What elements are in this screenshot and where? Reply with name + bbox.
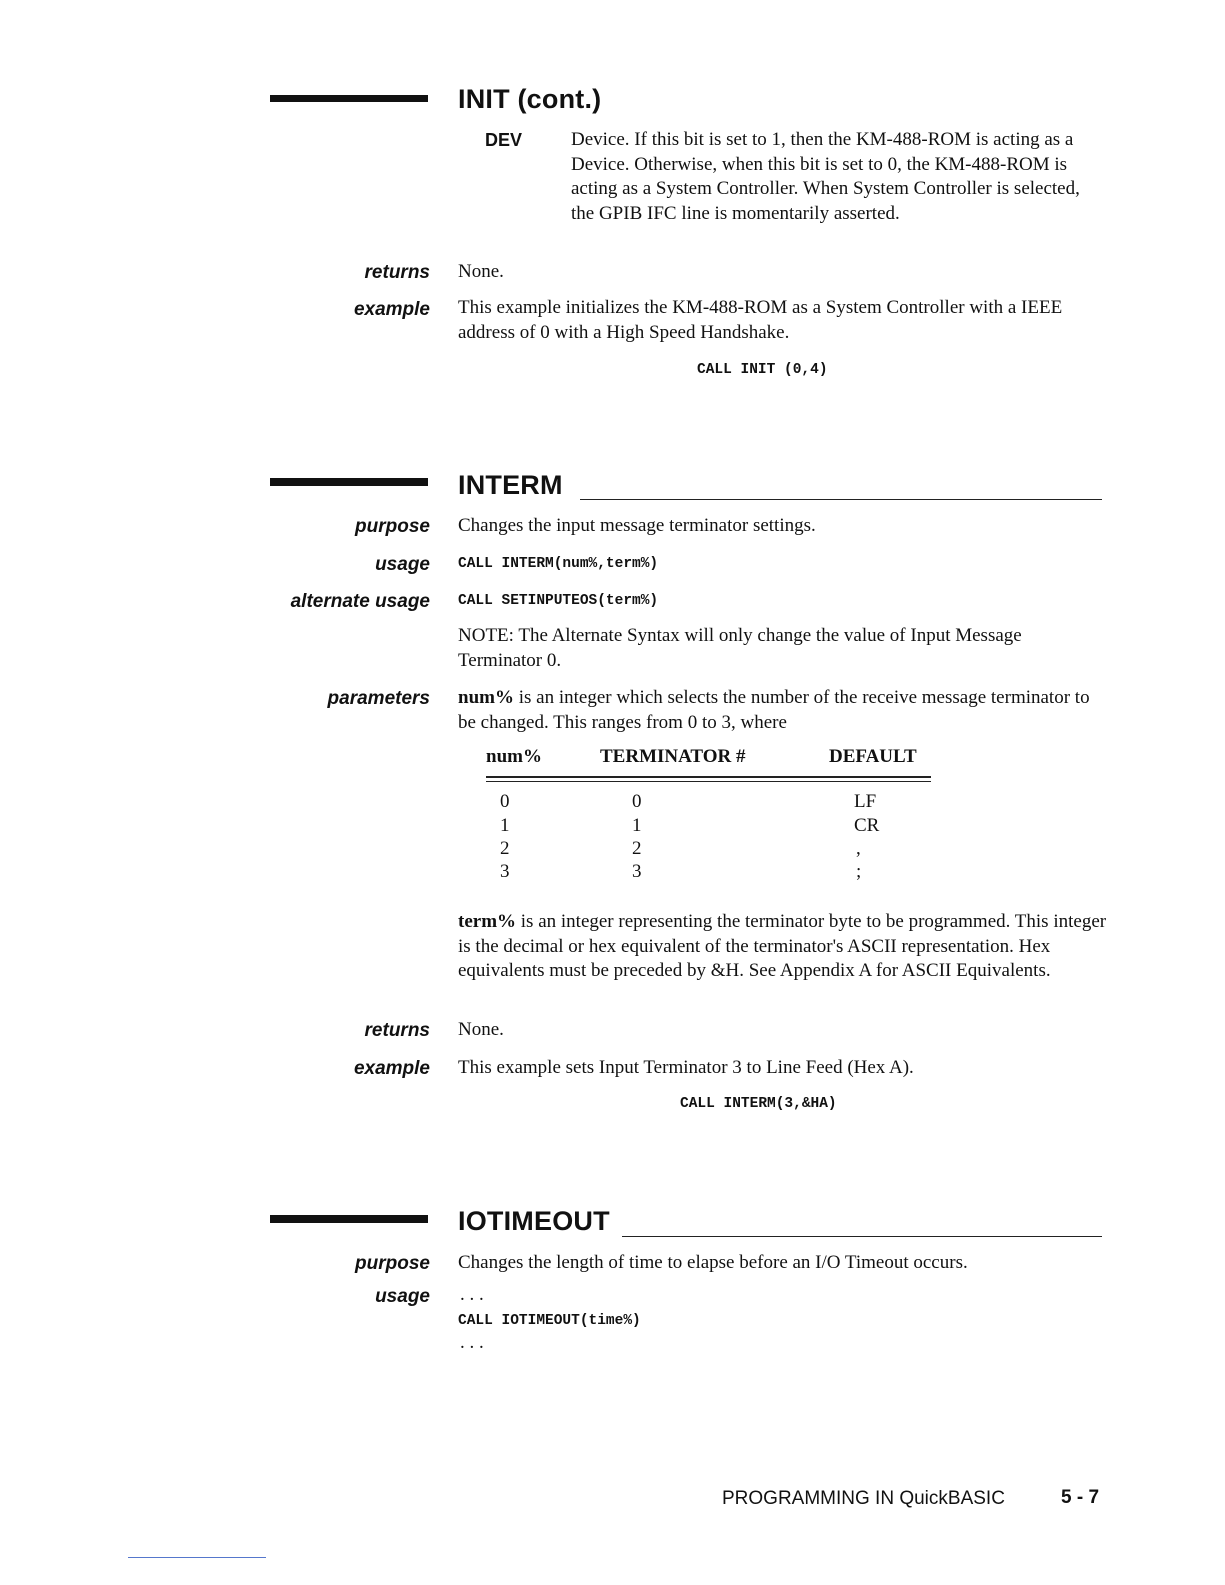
table-header-terminator: TERMINATOR # bbox=[600, 746, 746, 767]
table-cell: ; bbox=[856, 861, 862, 882]
table-header-rule bbox=[486, 781, 931, 782]
table-cell: LF bbox=[854, 791, 877, 812]
footer-page-number: 5 - 7 bbox=[1061, 1487, 1100, 1508]
table-cell: 0 bbox=[500, 791, 510, 812]
interm-usage-label: usage bbox=[375, 554, 430, 575]
iotimeout-usage-code: CALL IOTIMEOUT(time%) bbox=[458, 1313, 641, 1329]
interm-alt-usage-code: CALL SETINPUTEOS(term%) bbox=[458, 593, 659, 609]
table-cell: 2 bbox=[500, 838, 510, 859]
init-example-code: CALL INIT (0,4) bbox=[697, 362, 828, 378]
iotimeout-usage-label: usage bbox=[375, 1286, 430, 1307]
iotimeout-purpose-label: purpose bbox=[355, 1253, 430, 1274]
table-cell: CR bbox=[854, 815, 880, 836]
usage-ellipsis: . . . bbox=[460, 1332, 484, 1353]
table-cell: 1 bbox=[500, 815, 510, 836]
interm-alt-usage-label: alternate usage bbox=[290, 591, 430, 612]
table-cell: 1 bbox=[632, 815, 642, 836]
interm-purpose-text: Changes the input message terminator settings. bbox=[458, 515, 816, 536]
interm-parameters-label: parameters bbox=[327, 688, 430, 709]
section-marker-bar bbox=[270, 95, 428, 102]
footer-chapter-title: PROGRAMMING IN QuickBASIC bbox=[722, 1488, 1005, 1509]
table-cell: 0 bbox=[632, 791, 642, 812]
heading-rule bbox=[580, 499, 1102, 500]
init-example-text: This example initializes the KM-488-ROM as a System Controller with a IEEE address of 0 with a High Speed Handshake. bbox=[458, 297, 1063, 343]
init-returns-text: None. bbox=[458, 261, 504, 282]
num-param-text: is an integer which selects the number of the receive message terminator to be changed. This ranges from 0 to 3, where bbox=[458, 687, 1090, 733]
iotimeout-purpose-text: Changes the length of time to elapse before an I/O Timeout occurs. bbox=[458, 1252, 968, 1273]
dev-description: Device. If this bit is set to 1, then the KM-488-ROM is acting as a Device. Otherwise, when this bit is set to 0, the KM-488-ROM is acting as a System Controller. When System Controller is selected, the GPIB IFC line is momentarily asserted. bbox=[571, 129, 1080, 224]
term-param-description bbox=[458, 910, 1108, 984]
heading-rule bbox=[622, 1236, 1102, 1237]
iotimeout-heading: IOTIMEOUT bbox=[458, 1206, 610, 1236]
interm-example-code: CALL INTERM(3,&HA) bbox=[680, 1096, 837, 1112]
table-header-rule bbox=[486, 776, 931, 778]
term-param-name: term% bbox=[458, 911, 517, 932]
page-bottom-rule bbox=[128, 1557, 266, 1558]
section-marker-bar bbox=[270, 478, 428, 486]
table-cell: 3 bbox=[500, 861, 510, 882]
dev-label: DEV bbox=[485, 130, 523, 150]
table-cell: 2 bbox=[632, 838, 642, 859]
init-returns-label: returns bbox=[364, 262, 430, 283]
interm-purpose-label: purpose bbox=[355, 516, 430, 537]
table-header-num: num% bbox=[486, 746, 542, 767]
num-param-name: num% bbox=[458, 687, 514, 708]
num-param-description bbox=[458, 686, 1108, 735]
term-param-text: is an integer representing the terminator byte to be programmed. This integer is the decimal or hex equivalent of the terminator's ASCII representation. Hex equivalents must be preceded by &H. See Appendix A for ASCII Equivalents. bbox=[458, 911, 1107, 981]
interm-returns-text: None. bbox=[458, 1019, 504, 1040]
section-marker-bar bbox=[270, 1215, 428, 1223]
interm-heading: INTERM bbox=[458, 470, 563, 500]
interm-example-label: example bbox=[353, 1058, 430, 1079]
init-heading: INIT (cont.) bbox=[458, 84, 602, 114]
interm-example-text: This example sets Input Terminator 3 to Line Feed (Hex A). bbox=[458, 1057, 914, 1078]
table-header-default: DEFAULT bbox=[829, 746, 917, 767]
init-example-label: example bbox=[353, 299, 430, 320]
interm-note: NOTE: The Alternate Syntax will only change the value of Input Message Terminator 0. bbox=[458, 625, 1022, 671]
table-cell: 3 bbox=[632, 861, 642, 882]
interm-returns-label: returns bbox=[364, 1020, 430, 1041]
interm-usage-code: CALL INTERM(num%,term%) bbox=[458, 556, 659, 572]
usage-ellipsis: . . . bbox=[460, 1284, 484, 1305]
table-cell: , bbox=[856, 838, 861, 859]
